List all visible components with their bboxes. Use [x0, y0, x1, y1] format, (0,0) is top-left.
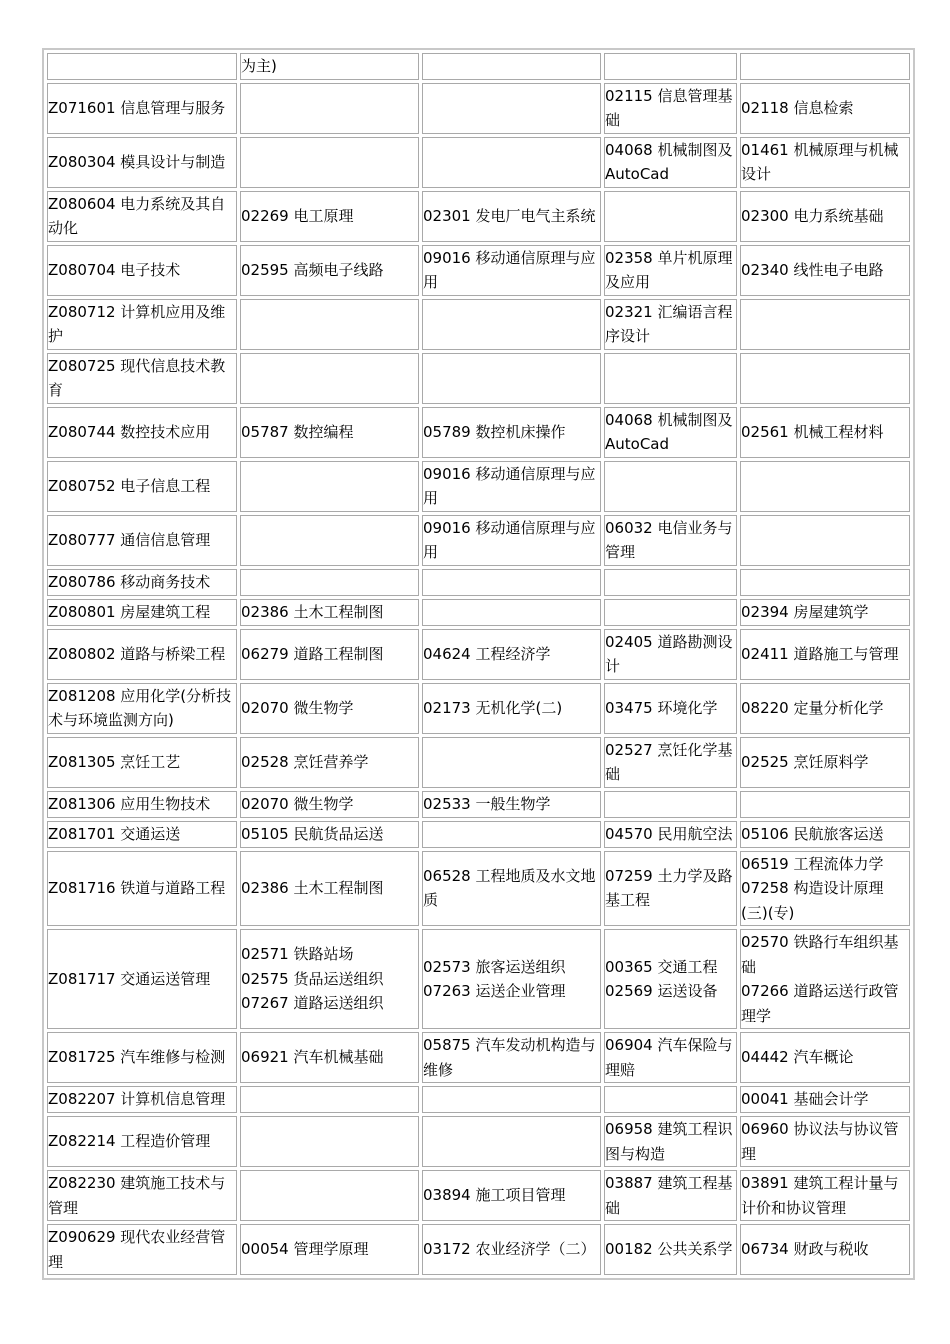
course-3-text: 03475 环境化学 [605, 698, 718, 717]
table-row [47, 929, 910, 1029]
course-4-text: 05106 民航旅客运送 [741, 824, 884, 843]
course-3-text: 02321 汇编语言程序设计 [605, 302, 733, 345]
course-4-cell [740, 515, 910, 566]
course-2-cell [422, 1224, 601, 1275]
course-4-text: 04442 汽车概论 [741, 1048, 854, 1067]
course-1-text: 02595 高频电子线路 [241, 260, 384, 279]
course-4-cell [740, 599, 910, 626]
major-cell [47, 461, 237, 512]
course-1-text: 05105 民航货品运送 [241, 824, 384, 843]
course-1-text: 02386 土木工程制图 [241, 602, 384, 621]
course-3-cell [604, 791, 737, 818]
major-cell [47, 245, 237, 296]
course-table-page [42, 48, 908, 1280]
course-1-cell [240, 791, 419, 818]
course-1-text: 00054 管理学原理 [241, 1240, 369, 1259]
course-3-text: 03887 建筑工程基础 [605, 1174, 733, 1217]
major-text: Z081306 应用生物技术 [48, 794, 211, 813]
table-row [47, 191, 910, 242]
course-2-text: 09016 移动通信原理与应用 [423, 518, 596, 561]
course-3-cell [604, 929, 737, 1029]
major-text: Z082214 工程造价管理 [48, 1132, 211, 1151]
course-4-text: 06960 协议法与协议管理 [741, 1120, 899, 1163]
course-1-cell [240, 191, 419, 242]
course-4-text: 06519 工程流体力学 [741, 854, 884, 873]
major-cell [47, 1086, 237, 1113]
course-2-cell [422, 1170, 601, 1221]
course-3-text: 06958 建筑工程识图与构造 [605, 1120, 733, 1163]
major-text: Z080777 通信信息管理 [48, 530, 211, 549]
course-2-text: 07263 运送企业管理 [423, 982, 566, 1000]
course-1-text: 02575 货品运送组织 [241, 969, 384, 988]
course-3-cell [604, 245, 737, 296]
major-cell [47, 137, 237, 188]
course-1-cell [240, 461, 419, 512]
course-3-cell [604, 461, 737, 512]
course-2-cell [422, 53, 601, 80]
course-3-text: 04570 民用航空法 [605, 824, 733, 843]
course-4-cell [740, 851, 910, 927]
course-3-cell [604, 1170, 737, 1221]
course-4-cell [740, 1116, 910, 1167]
major-cell [47, 1116, 237, 1167]
course-1-cell [240, 1224, 419, 1275]
table-row [47, 851, 910, 927]
major-cell [47, 629, 237, 680]
course-1-cell [240, 299, 419, 350]
course-1-cell [240, 1086, 419, 1113]
course-2-text: 02301 发电厂电气主系统 [423, 206, 596, 225]
major-text: Z080752 电子信息工程 [48, 476, 211, 495]
course-2-cell [422, 1032, 601, 1083]
course-1-cell [240, 683, 419, 734]
course-3-text: 02405 道路勘测设计 [605, 632, 733, 675]
course-3-cell [604, 599, 737, 626]
course-1-cell [240, 407, 419, 458]
major-cell [47, 821, 237, 848]
major-text: Z080801 房屋建筑工程 [48, 602, 211, 621]
course-4-cell [740, 461, 910, 512]
major-cell [47, 1224, 237, 1275]
major-cell [47, 53, 237, 80]
course-1-cell [240, 53, 419, 80]
course-3-text: 02358 单片机原理及应用 [605, 248, 733, 291]
course-1-cell [240, 137, 419, 188]
course-2-text: 09016 移动通信原理与应用 [423, 464, 596, 507]
major-cell [47, 191, 237, 242]
major-cell [47, 83, 237, 134]
table-row [47, 683, 910, 734]
major-cell [47, 569, 237, 596]
course-2-text: 06528 工程地质及水文地质 [423, 866, 596, 910]
major-cell [47, 515, 237, 566]
major-cell [47, 737, 237, 788]
major-text: Z080786 移动商务技术 [48, 572, 211, 591]
course-2-text: 03172 农业经济学（二） [423, 1240, 596, 1259]
course-4-cell [740, 191, 910, 242]
course-3-text: 02569 运送设备 [605, 982, 718, 1000]
major-cell [47, 1032, 237, 1083]
course-4-text: 03891 建筑工程计量与计价和协议管理 [741, 1174, 899, 1217]
course-1-cell [240, 83, 419, 134]
course-3-text: 04068 机械制图及AutoCad [605, 410, 733, 453]
table-row [47, 791, 910, 818]
course-1-cell [240, 851, 419, 927]
table-row [47, 83, 910, 134]
course-4-cell [740, 569, 910, 596]
major-text: Z081716 铁道与道路工程 [48, 879, 226, 897]
major-text: Z080304 模具设计与制造 [48, 152, 226, 171]
major-cell [47, 353, 237, 404]
course-4-cell [740, 353, 910, 404]
course-1-text: 02070 微生物学 [241, 698, 354, 717]
major-cell [47, 683, 237, 734]
major-text: Z080725 现代信息技术教育 [48, 356, 226, 399]
major-text: Z071601 信息管理与服务 [48, 98, 226, 117]
major-cell [47, 599, 237, 626]
course-3-text: 02527 烹饪化学基础 [605, 740, 733, 783]
table-row [47, 461, 910, 512]
course-3-text: 02115 信息管理基础 [605, 86, 733, 129]
course-3-cell [604, 1224, 737, 1275]
course-1-text: 05787 数控编程 [241, 422, 354, 441]
course-4-text: 02570 铁路行车组织基础 [741, 933, 899, 976]
course-1-text: 06279 道路工程制图 [241, 644, 384, 663]
course-2-cell [422, 1116, 601, 1167]
course-3-cell [604, 1116, 737, 1167]
course-1-text: 02386 土木工程制图 [241, 879, 384, 897]
course-3-cell [604, 191, 737, 242]
course-2-cell [422, 629, 601, 680]
course-4-text: 07258 构造设计原理(三)(专) [741, 879, 884, 922]
major-text: Z080744 数控技术应用 [48, 422, 211, 441]
major-text: Z081717 交通运送管理 [48, 969, 211, 988]
course-2-cell [422, 569, 601, 596]
course-4-text: 08220 定量分析化学 [741, 698, 884, 717]
course-4-cell [740, 53, 910, 80]
course-2-text: 03894 施工项目管理 [423, 1186, 566, 1205]
course-4-text: 01461 机械原理与机械设计 [741, 140, 899, 183]
course-2-text: 04624 工程经济学 [423, 644, 551, 663]
course-3-cell [604, 137, 737, 188]
major-cell [47, 929, 237, 1029]
course-3-cell [604, 569, 737, 596]
course-1-text: 02528 烹饪营养学 [241, 752, 369, 771]
course-4-cell [740, 683, 910, 734]
table-row [47, 569, 910, 596]
course-4-text: 06734 财政与税收 [741, 1240, 869, 1259]
course-3-cell [604, 299, 737, 350]
table-row [47, 1032, 910, 1083]
table-row [47, 599, 910, 626]
table-row [47, 821, 910, 848]
course-1-cell [240, 599, 419, 626]
major-cell [47, 1170, 237, 1221]
course-1-cell [240, 629, 419, 680]
course-4-cell [740, 791, 910, 818]
course-1-cell [240, 737, 419, 788]
course-2-cell [422, 683, 601, 734]
table-row [47, 737, 910, 788]
course-1-text: 02571 铁路站场 [241, 945, 354, 964]
course-3-text: 00365 交通工程 [605, 957, 718, 976]
table-row [47, 1116, 910, 1167]
course-1-cell [240, 515, 419, 566]
major-cell [47, 299, 237, 350]
course-3-cell [604, 1086, 737, 1113]
course-4-text: 07266 道路运送行政管理学 [741, 982, 899, 1025]
course-2-cell [422, 821, 601, 848]
course-2-text: 02533 一般生物学 [423, 794, 551, 813]
course-2-cell [422, 137, 601, 188]
course-3-cell [604, 851, 737, 927]
course-2-cell [422, 245, 601, 296]
major-text: Z080802 道路与桥梁工程 [48, 644, 226, 663]
table-row [47, 245, 910, 296]
course-1-cell [240, 245, 419, 296]
table-row [47, 299, 910, 350]
course-4-text: 02300 电力系统基础 [741, 206, 884, 225]
course-1-cell [240, 1032, 419, 1083]
course-4-text: 02525 烹饪原料学 [741, 752, 869, 771]
major-text: Z081701 交通运送 [48, 824, 181, 843]
table-row [47, 1170, 910, 1221]
table-row [47, 353, 910, 404]
course-4-cell [740, 737, 910, 788]
course-2-cell [422, 461, 601, 512]
table-row [47, 629, 910, 680]
course-2-cell [422, 83, 601, 134]
course-4-cell [740, 407, 910, 458]
course-3-text: 00182 公共关系学 [605, 1240, 733, 1259]
course-1-text: 02070 微生物学 [241, 794, 354, 813]
course-4-cell [740, 245, 910, 296]
course-4-cell [740, 299, 910, 350]
course-1-cell [240, 929, 419, 1029]
course-4-text: 02561 机械工程材料 [741, 422, 884, 441]
course-4-cell [740, 821, 910, 848]
course-3-cell [604, 737, 737, 788]
course-2-cell [422, 299, 601, 350]
table-row [47, 515, 910, 566]
course-1-text: 06921 汽车机械基础 [241, 1048, 384, 1067]
course-4-text: 02394 房屋建筑学 [741, 602, 869, 621]
course-2-cell [422, 599, 601, 626]
major-text: Z082230 建筑施工技术与管理 [48, 1174, 226, 1217]
major-text: Z080712 计算机应用及维护 [48, 302, 226, 345]
course-2-cell [422, 353, 601, 404]
major-text: Z080604 电力系统及其自动化 [48, 194, 226, 237]
table-row [47, 137, 910, 188]
course-2-cell [422, 737, 601, 788]
course-3-text: 04068 机械制图及AutoCad [605, 140, 733, 183]
course-2-cell [422, 791, 601, 818]
course-1-text: 02269 电工原理 [241, 206, 354, 225]
table-row [47, 53, 910, 80]
course-4-text: 02340 线性电子电路 [741, 260, 884, 279]
major-text: Z081208 应用化学(分析技术与环境监测方向) [48, 686, 232, 729]
course-3-cell [604, 83, 737, 134]
course-2-cell [422, 1086, 601, 1113]
major-text: Z080704 电子技术 [48, 260, 181, 279]
course-1-text: 为主) [241, 57, 277, 75]
table-row [47, 1086, 910, 1113]
course-4-cell [740, 1224, 910, 1275]
course-2-text: 09016 移动通信原理与应用 [423, 248, 596, 291]
course-1-cell [240, 353, 419, 404]
course-1-cell [240, 1170, 419, 1221]
major-text: Z082207 计算机信息管理 [48, 1090, 226, 1109]
major-text: Z081305 烹饪工艺 [48, 752, 181, 771]
course-1-cell [240, 1116, 419, 1167]
course-2-text: 02573 旅客运送组织 [423, 957, 566, 976]
course-3-text: 06904 汽车保险与理赔 [605, 1036, 733, 1079]
course-2-cell [422, 929, 601, 1029]
course-2-cell [422, 191, 601, 242]
course-3-cell [604, 629, 737, 680]
course-1-cell [240, 821, 419, 848]
course-4-cell [740, 1032, 910, 1083]
course-3-cell [604, 515, 737, 566]
major-cell [47, 407, 237, 458]
table-row [47, 1224, 910, 1275]
course-3-text: 06032 电信业务与管理 [605, 518, 733, 561]
course-2-cell [422, 407, 601, 458]
course-4-text: 00041 基础会计学 [741, 1090, 869, 1109]
course-2-text: 05789 数控机床操作 [423, 422, 566, 441]
course-3-cell [604, 683, 737, 734]
course-3-text: 07259 土力学及路基工程 [605, 866, 733, 910]
table-row [47, 407, 910, 458]
course-table [42, 48, 915, 1280]
course-3-cell [604, 53, 737, 80]
course-1-text: 07267 道路运送组织 [241, 994, 384, 1013]
course-4-text: 02411 道路施工与管理 [741, 644, 899, 663]
course-2-text: 05875 汽车发动机构造与维修 [423, 1036, 596, 1079]
major-cell [47, 851, 237, 927]
course-4-cell [740, 929, 910, 1029]
course-table-body [47, 53, 910, 1275]
course-2-cell [422, 515, 601, 566]
course-3-cell [604, 1032, 737, 1083]
major-text: Z081725 汽车维修与检测 [48, 1048, 226, 1067]
course-3-cell [604, 407, 737, 458]
course-3-cell [604, 353, 737, 404]
course-4-cell [740, 629, 910, 680]
course-4-cell [740, 1086, 910, 1113]
course-1-cell [240, 569, 419, 596]
course-3-cell [604, 821, 737, 848]
course-4-cell [740, 83, 910, 134]
course-4-text: 02118 信息检索 [741, 98, 854, 117]
course-4-cell [740, 137, 910, 188]
major-text: Z090629 现代农业经营管理 [48, 1228, 226, 1271]
course-2-cell [422, 851, 601, 927]
course-4-cell [740, 1170, 910, 1221]
course-2-text: 02173 无机化学(二) [423, 698, 563, 717]
major-cell [47, 791, 237, 818]
